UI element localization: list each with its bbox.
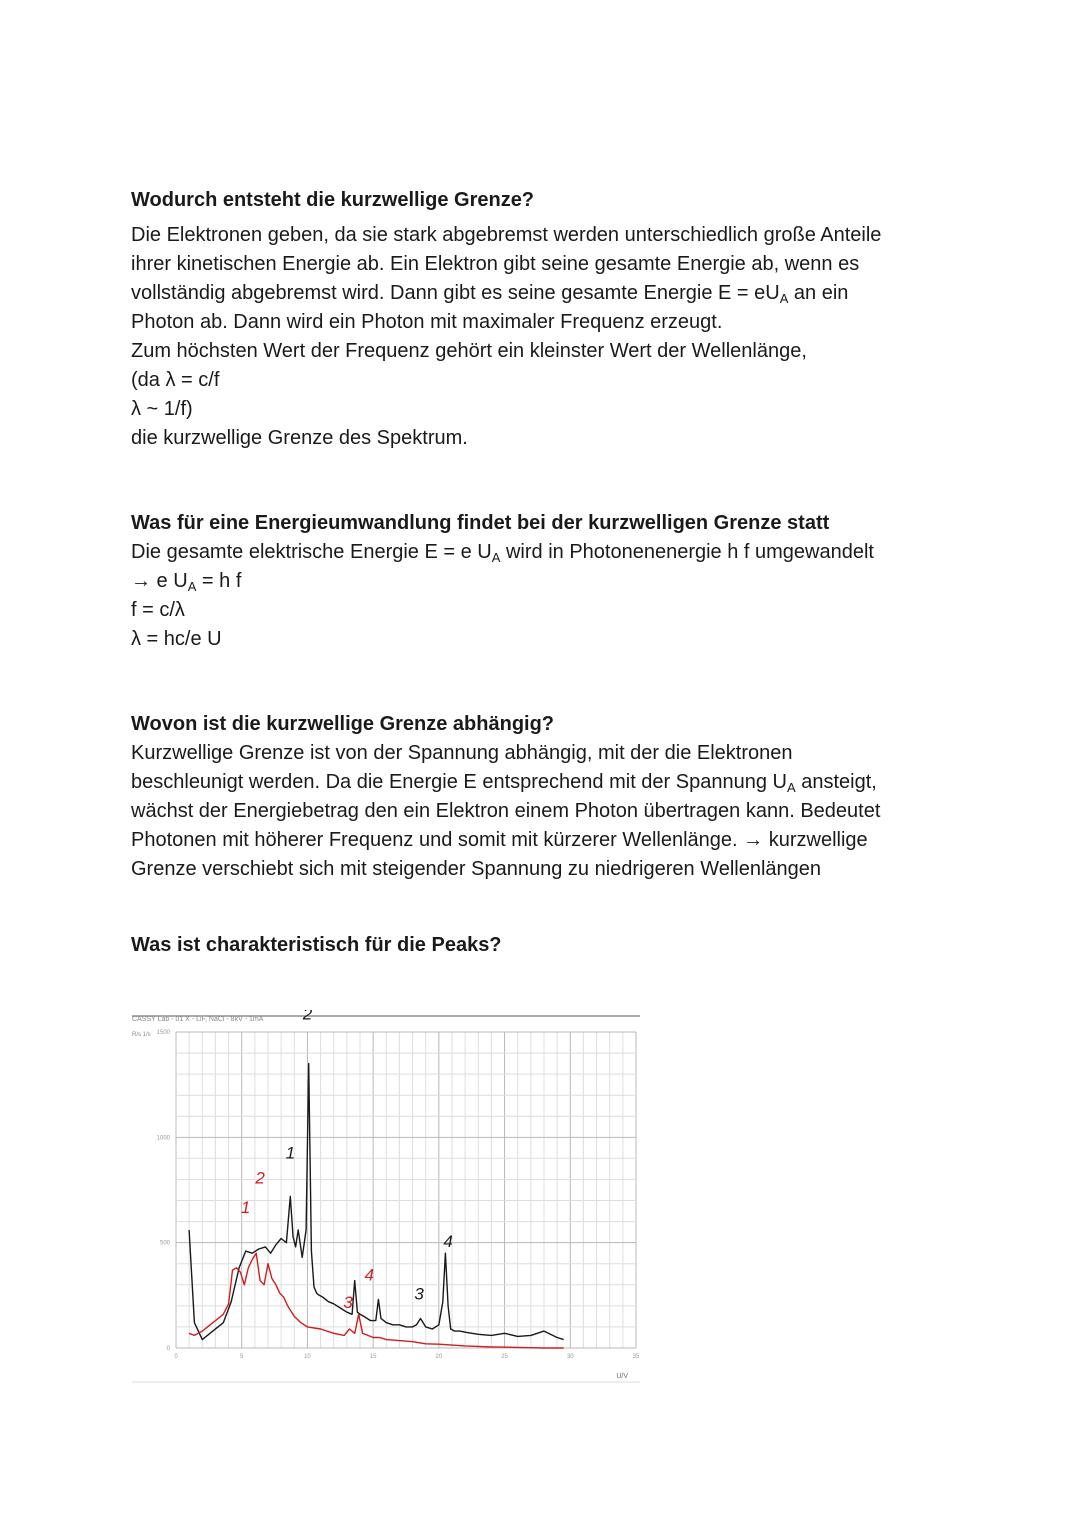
x-tick-label: 25	[501, 1354, 508, 1360]
peak-annotation: 3	[414, 1284, 424, 1304]
peak-annotation: 1	[285, 1143, 296, 1163]
equation-line: f = c/λ	[131, 599, 185, 621]
paragraph-line: (da λ = c/f	[131, 369, 220, 391]
y-tick-label: 0	[166, 1346, 170, 1352]
paragraph-line: Photonen mit höherer Frequenz und somit mit kürzerer Wellenlänge. → kurzwellige	[131, 829, 868, 851]
spectrum-chart	[128, 1010, 648, 1390]
peak-annotation: 1	[240, 1198, 251, 1218]
x-tick-label: 15	[369, 1354, 377, 1360]
heading-peaks: Was ist charakteristisch für die Peaks?	[131, 934, 502, 956]
paragraph-line: vollständig abgebremst wird. Dann gibt es seine gesamte Energie $E = eU_A$ an ein	[131, 282, 849, 306]
heading-abhaengigkeit: Wovon ist die kurzwellige Grenze abhängig?	[131, 713, 555, 735]
peak-annotation: 4	[443, 1231, 453, 1251]
y-tick-label: 1500	[156, 1030, 170, 1036]
peak-annotation: 2	[255, 1168, 265, 1188]
paragraph-line: ihrer kinetischen Energie ab. Ein Elektron gibt seine gesamte Energie ab, wenn es	[131, 253, 860, 275]
paragraph-line: Die Elektronen geben, da sie stark abgebremst werden unterschiedlich große Anteile	[131, 224, 882, 246]
paragraph-line: Kurzwellige Grenze ist von der Spannung abhängig, mit der die Elektronen	[131, 742, 793, 764]
peak-annotation: 3	[343, 1292, 353, 1312]
paragraph-line: die kurzwellige Grenze des Spektrum.	[131, 427, 468, 449]
x-tick-label: 10	[304, 1354, 311, 1360]
paragraph-line: Photon ab. Dann wird ein Photon mit maximaler Frequenz erzeugt.	[131, 311, 723, 333]
paragraph-line: λ ~ 1/f)	[131, 398, 193, 420]
x-tick-label: 0	[174, 1354, 178, 1360]
x-tick-label: 35	[632, 1354, 640, 1360]
paragraph-line: beschleunigt werden. Da die Energie E entsprechend mit der Spannung $U_A$ ansteigt,	[131, 771, 877, 795]
peak-annotation: 4	[364, 1265, 374, 1285]
heading-kurzwellige-grenze: Wodurch entsteht die kurzwellige Grenze?	[131, 189, 535, 211]
y-tick-label: 500	[159, 1240, 170, 1247]
paragraph-line: Die gesamte elektrische Energie E = e $U_A$ wird in Photonenenergie h f umgewandelt	[131, 541, 874, 565]
x-axis-label: U/V	[616, 1373, 628, 1380]
equation-line: → e $U_A = h$ f	[131, 570, 242, 594]
chart-grid	[176, 1032, 636, 1348]
equation-line: λ = hc/e U	[131, 628, 222, 650]
x-tick-label: 20	[435, 1354, 443, 1360]
chart-header: CASSY Lab - 01 X - LiF, NaCl - 8kV - 1mA	[132, 1016, 264, 1023]
x-tick-label: 5	[240, 1354, 244, 1360]
heading-energieumwandlung: Was für eine Energieumwandlung findet bei der kurzwelligen Grenze statt	[131, 512, 830, 534]
paragraph-line: Zum höchsten Wert der Frequenz gehört ein kleinster Wert der Wellenlänge,	[131, 340, 807, 362]
y-axis-label: R/s 1/s	[132, 1032, 151, 1038]
x-tick-label: 30	[566, 1354, 574, 1360]
chart-ticks	[157, 1030, 640, 1360]
spectrum-chart-svg	[128, 1010, 648, 1390]
peak-annotation: 2	[302, 1010, 313, 1024]
y-tick-label: 1000	[156, 1135, 170, 1142]
paragraph-line: Grenze verschiebt sich mit steigender Spannung zu niedrigeren Wellenlängen	[131, 858, 822, 880]
paragraph-line: wächst der Energiebetrag den ein Elektron einem Photon übertragen kann. Bedeutet	[131, 800, 881, 822]
